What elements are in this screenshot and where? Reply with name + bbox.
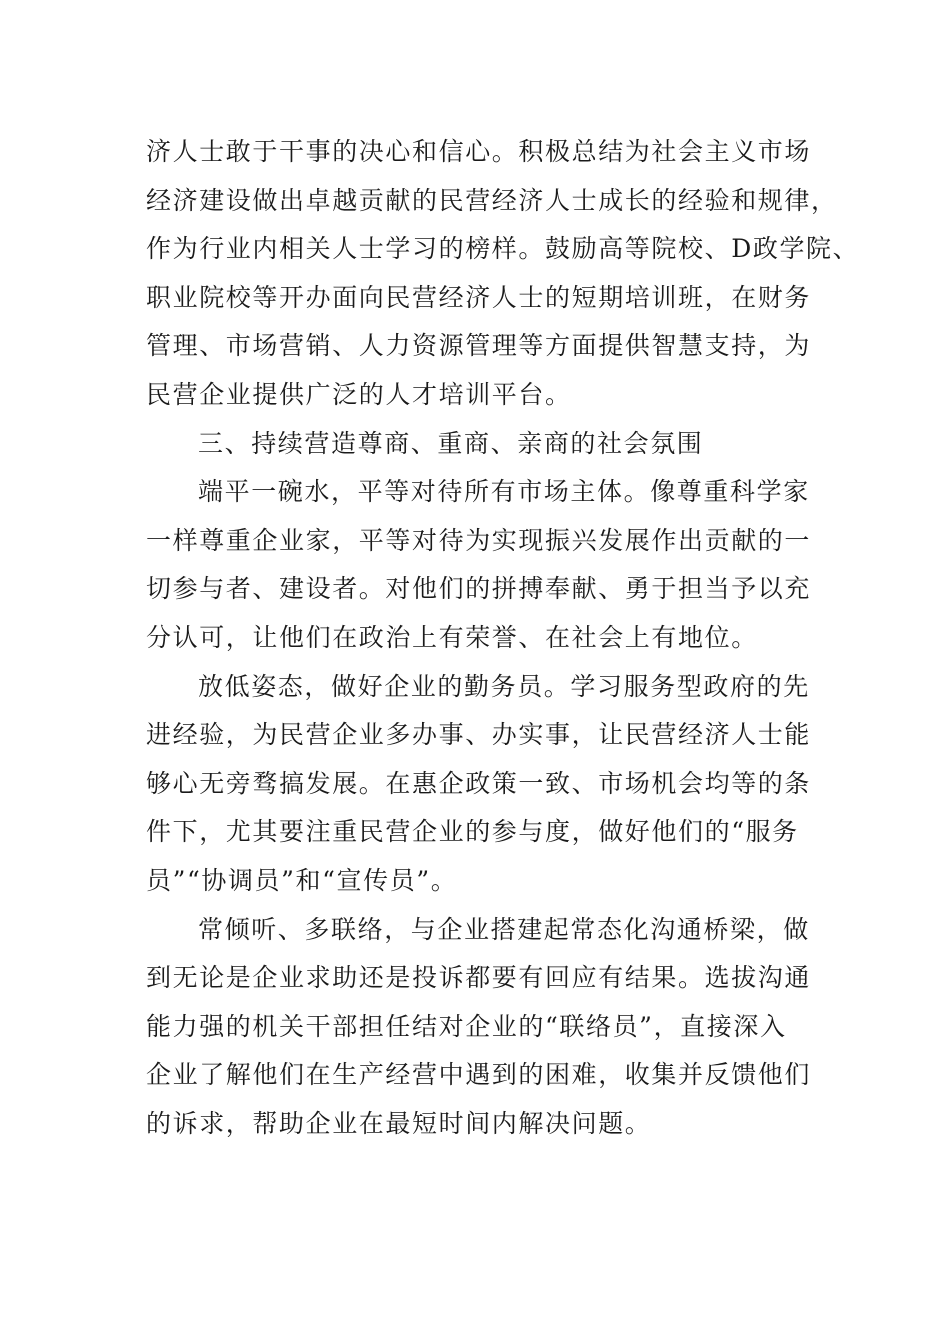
text-line: 济人士敢于干事的决心和信心。积极总结为社会主义市场 [146,137,812,166]
text-line: 进经验，为民营企业多办事、办实事，让民营经济人士能 [146,720,812,750]
text-line: 分认可，让他们在政治上有荣誉、在社会上有地位。 [146,622,758,652]
text-line: 的诉求，帮助企业在最短时间内解决问题。 [146,1108,652,1138]
text-line: 够心无旁骛搞发展。在惠企政策一致、市场机会均等的条 [146,768,812,798]
text-line: 放低姿态，做好企业的勤务员。学习服务型政府的先 [198,671,810,701]
body-text [146,128,860,1148]
text-line: 作为行业内相关人士学习的榜样。鼓励高等院校、D政学院、 [146,234,860,264]
text-line: 一样尊重企业家，平等对待为实现振兴发展作出贡献的一 [146,525,812,555]
text-line: 切参与者、建设者。对他们的拼搏奉献、勇于担当予以充 [146,574,812,604]
text-line: 经济建设做出卓越贡献的民营经济人士成长的经验和规律， [146,185,838,215]
text-line: 企业了解他们在生产经营中遇到的困难，收集并反馈他们 [146,1060,812,1090]
text-line: 件下，尤其要注重民营企业的参与度，做好他们的“服务 [146,817,799,847]
text-line: 职业院校等开办面向民营经济人士的短期培训班，在财务 [146,282,812,312]
text-line: 端平一碗水，平等对待所有市场主体。像尊重科学家 [198,477,810,507]
text-line: 管理、市场营销、人力资源管理等方面提供智慧支持，为 [146,331,812,361]
section-heading: 三、持续营造尊商、重商、亲商的社会氛围 [198,428,704,458]
text-line: 民营企业提供广泛的人才培训平台。 [146,379,572,409]
text-line: 能力强的机关干部担任结对企业的“联络员”，直接深入 [146,1011,787,1041]
text-line: 到无论是企业求助还是投诉都要有回应有结果。选拔沟通 [146,963,812,993]
text-line: 常倾听、多联络，与企业搭建起常态化沟通桥梁，做 [198,914,810,944]
text-line: 员”“协调员”和“宣传员”。 [146,865,458,895]
